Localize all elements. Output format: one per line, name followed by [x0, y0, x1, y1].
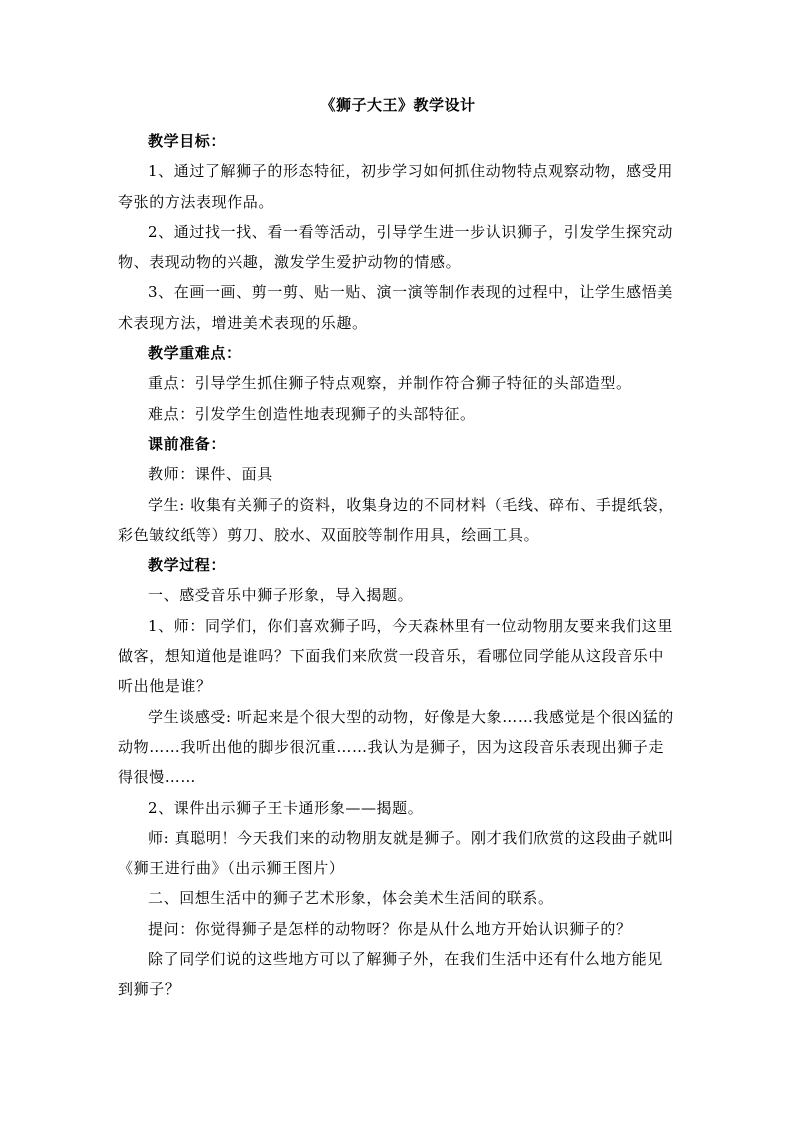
- section-heading-goals: 教学目标：: [148, 132, 227, 150]
- question: 提问：你觉得狮子是怎样的动物呀？你是从什么地方开始认识狮子的？: [148, 919, 632, 938]
- goal-1: 1、通过了解狮子的形态特征，初步学习如何抓住动物特点观察动物，感受用夸张的方法表现作品。: [118, 162, 673, 211]
- difficult-point: 难点：引发学生创造性地表现狮子的头部特征。: [148, 404, 476, 423]
- teacher-remark: 师: 真聪明！今天我们来的动物朋友就是狮子。刚才我们欣赏的这段曲子就叫《狮王进行曲》（出示狮王图片）: [118, 828, 674, 878]
- document-title: 《狮子大王》教学设计: [320, 96, 476, 114]
- section-heading-preparation: 课前准备：: [148, 434, 227, 453]
- process-step-2-heading: 二、回想生活中的狮子艺术形象，体会美术生活间的联系。: [148, 889, 554, 908]
- document-page: [118, 94, 678, 1005]
- process-step-1-heading: 一、感受音乐中狮子形象，导入揭题。: [148, 586, 414, 605]
- student-response: 学生谈感受: 听起来是个很大型的动物，好像是大象……我感觉是个很凶猛的动物……我听出他的脚步很沉重……我认为是狮子，因为这段音乐表现出狮子走得很慢……: [118, 707, 674, 787]
- goal-3: 3、在画一画、剪一剪、贴一贴、演一演等制作表现的过程中，让学生感悟美术表现方法，增进美术表现的乐趣。: [118, 283, 673, 332]
- process-step-1-2: 2、课件出示狮子王卡通形象——揭题。: [148, 798, 424, 817]
- goal-2: 2、通过找一找、看一看等活动，引导学生进一步认识狮子，引发学生探究动物、表现动物的兴趣，激发学生爱护动物的情感。: [118, 222, 673, 272]
- student-preparation: 学生: 收集有关狮子的资料，收集身边的不同材料（毛线、碎布、手提纸袋，彩色皱纹纸等）剪刀、胶水、双面胶等制作用具，绘画工具。: [118, 495, 674, 544]
- process-step-1-1: 1、师：同学们，你们喜欢狮子吗，今天森林里有一位动物朋友要来我们这里做客，想知道他是谁吗？下面我们来欣赏一段音乐，看哪位同学能从这段音乐中听出他是谁？: [118, 616, 673, 696]
- section-heading-process: 教学过程：: [148, 556, 227, 575]
- key-point: 重点：引导学生抓住狮子特点观察，并制作符合狮子特征的头部造型。: [148, 374, 632, 393]
- section-heading-key-points: 教学重难点：: [148, 344, 242, 363]
- follow-up-question: 除了同学们说的这些地方可以了解狮子外，在我们生活中还有什么地方能见到狮子？: [118, 950, 663, 999]
- document-body: [118, 126, 678, 1005]
- teacher-preparation: 教师：课件、面具: [148, 465, 273, 484]
